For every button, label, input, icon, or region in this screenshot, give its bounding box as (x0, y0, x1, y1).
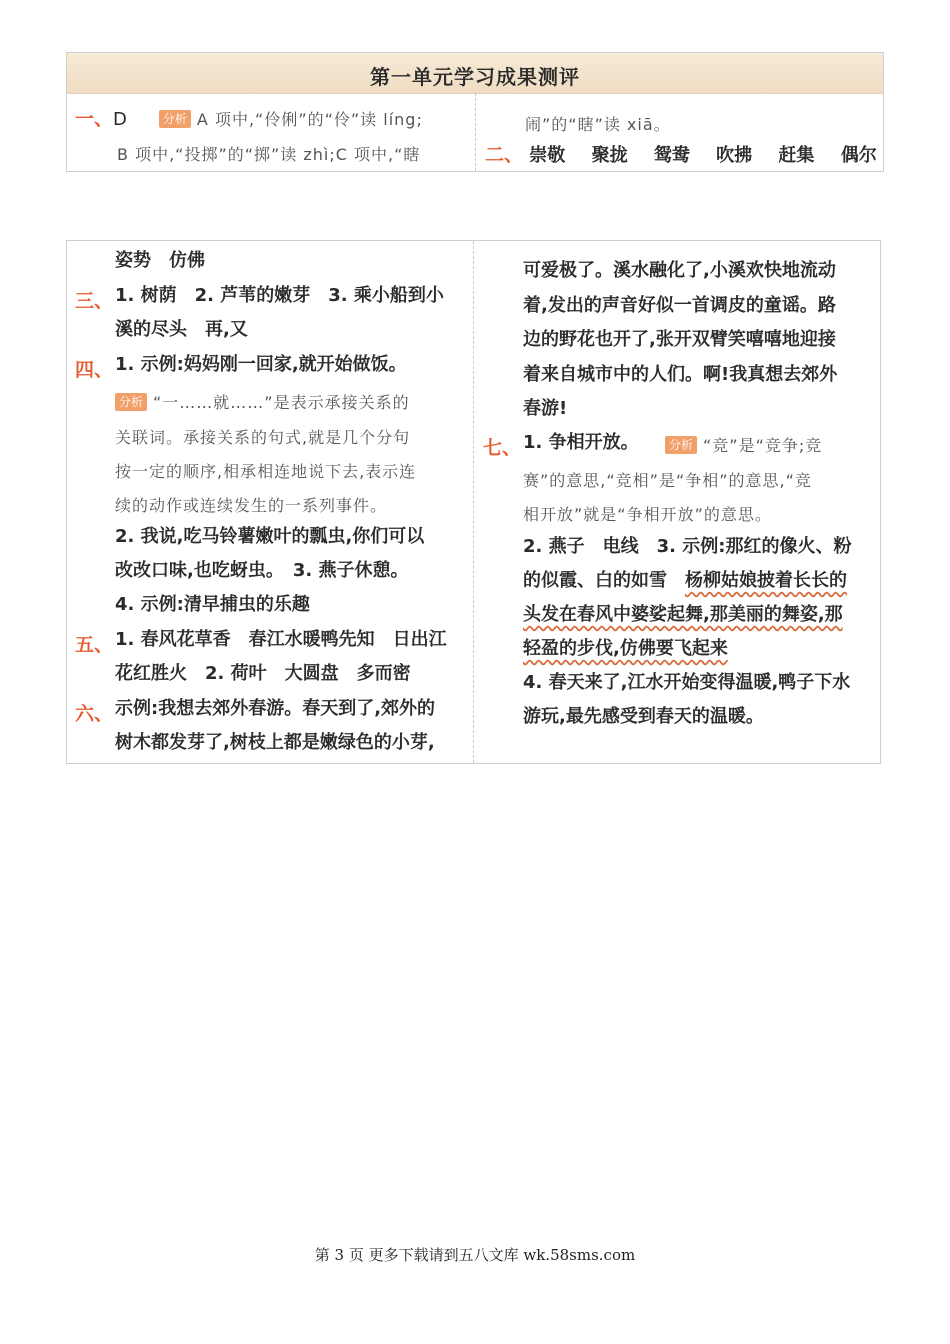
question-number: 一、 (75, 108, 114, 130)
question-number: 二、 (485, 144, 524, 166)
answer-row (523, 571, 847, 591)
answer-box-main (66, 240, 881, 764)
answer-word: 吹拂 (716, 145, 753, 166)
answer-text: 溪的尽头 再,又 (115, 319, 248, 340)
answer-box-top (66, 52, 884, 172)
analysis-text: 闹”的“瞎”读 xiā。 (525, 115, 671, 134)
page-footer: 第 3 页 更多下载请到五八文库 wk.58sms.com (314, 1246, 636, 1264)
page-title: 第一单元学习成果测评 (370, 65, 580, 89)
answer-text: 花红胜火 2. 荷叶 大圆盘 多而密 (115, 663, 411, 684)
analysis-tag: 分析 (115, 393, 147, 411)
question-1-row (75, 109, 423, 130)
analysis-text: 按一定的顺序,相承相连地说下去,表示连 (115, 462, 417, 481)
answer-text: 2. 燕子 电线 3. 示例:那红的像火、粉 (523, 536, 852, 557)
answer-text: 1. 示例:妈妈刚一回家,就开始做饭。 (115, 354, 407, 375)
analysis-text: 赛”的意思,“竞相”是“争相”的意思,“竞 (523, 471, 812, 490)
column-divider (473, 241, 474, 763)
answer-text: 游玩,最先感受到春天的温暖。 (523, 706, 764, 727)
question-number: 五、 (75, 634, 114, 656)
answer-text: D (113, 109, 127, 130)
analysis-text: 关联词。承接关系的句式,就是几个分句 (115, 428, 411, 447)
section-banner (67, 53, 883, 94)
answer-text: 1. 春风花草香 春江水暖鸭先知 日出江 (115, 629, 447, 650)
answer-word: 聚拢 (591, 145, 628, 166)
answer-text: 示例:我想去郊外春游。春天到了,郊外的 (115, 698, 436, 719)
answer-text: 的似霞、白的如雪 (523, 570, 685, 591)
answer-text: 改改口味,也吃蚜虫。 3. 燕子休憩。 (115, 560, 409, 581)
underlined-answer: 轻盈的步伐,仿佛要飞起来 (523, 638, 728, 659)
column-divider (475, 93, 476, 171)
answer-word: 崇敬 (529, 145, 566, 166)
underlined-answer: 杨柳姑娘披着长长的 (685, 570, 847, 591)
question-number: 四、 (75, 359, 114, 381)
answer-text: 1. 树荫 2. 芦苇的嫩芽 3. 乘小船到小 (115, 285, 444, 306)
analysis-text: A 项中,“伶俐”的“伶”读 líng; (196, 110, 423, 129)
answer-text: 树木都发芽了,树枝上都是嫩绿色的小芽, (115, 732, 435, 753)
answer-text: 1. 争相开放。 (523, 432, 639, 453)
answer-word: 赶集 (778, 145, 815, 166)
analysis-text: 续的动作或连续发生的一系列事件。 (115, 496, 388, 515)
answer-text: 春游! (523, 398, 568, 419)
analysis-text: 相开放”就是“争相开放”的意思。 (523, 505, 772, 524)
question-2-row (485, 145, 877, 166)
analysis-row (665, 433, 822, 456)
answer-word: 鸳鸯 (653, 145, 690, 166)
analysis-text: “竞”是“竞争;竞 (703, 436, 823, 455)
answer-text: 边的野花也开了,张开双臂笑嘻嘻地迎接 (523, 329, 836, 350)
analysis-tag: 分析 (665, 436, 697, 454)
analysis-row (115, 390, 410, 413)
answer-text: 2. 我说,吃马铃薯嫩叶的瓢虫,你们可以 (115, 526, 425, 547)
answer-text: 着来自城市中的人们。啊!我真想去郊外 (523, 364, 838, 385)
answer-text: 4. 春天来了,江水开始变得温暖,鸭子下水 (523, 672, 851, 693)
answer-word: 偶尔 (840, 145, 877, 166)
answer-text: 着,发出的声音好似一首调皮的童谣。路 (523, 295, 836, 316)
analysis-text: “一……就……”是表示承接关系的 (153, 393, 410, 412)
answer-text: 姿势 仿佛 (115, 250, 205, 271)
analysis-tag: 分析 (159, 110, 191, 128)
answer-text: 4. 示例:清早捕虫的乐趣 (115, 594, 310, 615)
underlined-answer: 头发在春风中婆娑起舞,那美丽的舞姿,那 (523, 604, 843, 625)
question-number: 七、 (483, 437, 522, 459)
question-number: 六、 (75, 703, 114, 725)
analysis-text: B 项中,“投掷”的“掷”读 zhì;C 项中,“瞎 (117, 145, 421, 164)
question-number: 三、 (75, 290, 114, 312)
answer-text: 可爱极了。溪水融化了,小溪欢快地流动 (523, 260, 836, 281)
